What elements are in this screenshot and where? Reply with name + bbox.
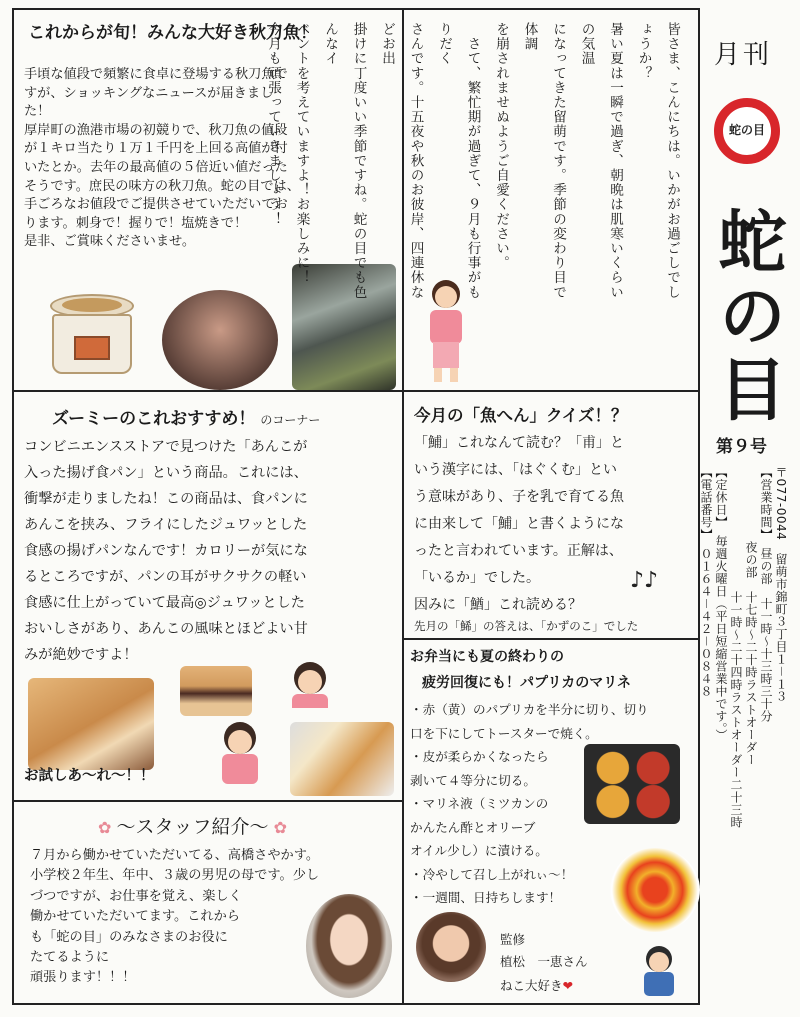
recommend-closing: お試しあ～れ～！！ bbox=[24, 768, 155, 784]
staff-line: づつですが、お仕事を覚え、楽しく bbox=[30, 888, 242, 904]
greeting-line: さんです。十五夜や秋のお彼岸、四連休などお出 bbox=[379, 22, 424, 300]
staff-section bbox=[12, 800, 404, 1005]
sanma-title: これからが旬！みんな大好き秋刀魚！ bbox=[28, 23, 317, 43]
greeting-line: ベントを考えていますよ！お楽しみに！ bbox=[293, 22, 310, 285]
shop-info bbox=[700, 460, 796, 1005]
staff-title: ～スタッフ紹介～ bbox=[116, 816, 269, 838]
recommend-line: みが絶妙ですよ！ bbox=[24, 647, 138, 663]
recommend-line: るところですが、パンの耳がサクサクの軽い bbox=[24, 569, 307, 585]
woman-smiling-illustration bbox=[288, 662, 332, 708]
quiz-section bbox=[402, 390, 700, 640]
recipe-line: ・皮が柔らかくなったら bbox=[410, 749, 549, 764]
man-illustration bbox=[640, 946, 678, 998]
monthly-label: 月刊 bbox=[714, 40, 773, 70]
quiz-line: 「いるか」でした。 bbox=[414, 570, 540, 586]
music-notes-icon: ♪♪ bbox=[630, 568, 659, 593]
recommend-title-suffix: のコーナー bbox=[260, 413, 321, 427]
anko-bread-photo-1 bbox=[28, 678, 154, 770]
greeting-line: さて、繁忙期が過ぎて、９月も行事がもりだく bbox=[436, 22, 481, 300]
sanma-line: 是非、ご賞味くださいませ。 bbox=[24, 234, 196, 250]
greeting-line: 皆さま、こんにちは。いかがお過ごしでしょうか？ bbox=[635, 22, 680, 300]
staff-line: 小学校２年生、年中、３歳の男児の母です。少し bbox=[30, 868, 320, 884]
masthead bbox=[700, 8, 796, 468]
recommend-line: 食感の揚げパンなんです！カロリーが気にな bbox=[24, 543, 308, 559]
paprika-marinade-photo bbox=[610, 848, 700, 932]
sanma-line: た！ bbox=[24, 104, 51, 120]
recipe-title-line1: お弁当にも夏の終わりの bbox=[410, 649, 564, 665]
recommend-line: あんこを挟み、フライにしたジュワッとした bbox=[24, 517, 308, 533]
quiz-line: に由来して「鯆」と書くようにな bbox=[414, 516, 624, 532]
recommend-line: 入った揚げ食パン」という商品。これには、 bbox=[24, 465, 308, 481]
recommend-line: おいしさがあり、あんこの風味とほどよい甘 bbox=[24, 621, 308, 637]
info-line: 【定休日】 毎週火曜日（平日短縮営業中です。） bbox=[714, 466, 728, 742]
greeting-line: になってきた留萌です。季節の変わり目で体調 bbox=[521, 22, 566, 300]
quiz-title: 今月の「魚へん」クイズ！？ bbox=[414, 406, 628, 425]
supervisor-name: 植松 一恵さん bbox=[500, 954, 588, 969]
recommend-title bbox=[52, 404, 320, 429]
quiz-line: 「鯆」これなんて読む？「甫」と bbox=[414, 435, 624, 451]
heart-icon: ❤ bbox=[562, 978, 573, 993]
recommend-section bbox=[12, 390, 404, 802]
quiz-line: 因みに「鰌」これ読める？ bbox=[414, 597, 582, 613]
shop-info-text bbox=[698, 466, 788, 986]
quiz-last-answer: 先月の「鯑」の答えは、「かずのこ」でした bbox=[414, 619, 639, 633]
sanma-line: すが、ショッキングなニュースが届きまし bbox=[24, 85, 274, 101]
greeting-line: 掛けに丁度いい季節ですね。蛇の目でも色んなイ bbox=[322, 22, 367, 300]
paprika-roasted-photo bbox=[584, 744, 680, 824]
supervisor-photo bbox=[416, 912, 486, 982]
anko-bread-photo-2 bbox=[180, 666, 252, 716]
recipe-title-line2: 疲労回復にも！パプリカのマリネ bbox=[422, 675, 632, 691]
recipe-line: 剥いて４等分に切る。 bbox=[410, 772, 536, 788]
recommend-line: 食感に仕上がっていて最高◎ジュワッとした bbox=[24, 595, 305, 611]
staff-line: たてるように bbox=[30, 950, 110, 966]
info-line: 十一時～二十四時ラストオーダー二十三時 bbox=[729, 466, 743, 829]
sanma-line: 厚岸町の漁港市場の初競りで、秋刀魚の値段 bbox=[24, 122, 288, 138]
info-line: 夜の部 十七時～二十時ラストオーダー bbox=[744, 466, 758, 766]
info-line: 【電話番号】 ０１６４－４２－０８４８ bbox=[699, 466, 713, 698]
logo-ring bbox=[714, 98, 780, 164]
supervisor-label: 監修 bbox=[500, 932, 526, 947]
recipe-line: ・赤（黄）のパプリカを半分に切り、切り bbox=[410, 702, 649, 717]
staff-line: 頑張ります！！！ bbox=[30, 970, 136, 986]
flower-right-icon: ✿ bbox=[273, 818, 288, 837]
staff-body bbox=[30, 846, 319, 989]
sanma-line: いたとか。去年の最高値の５倍近い値だった bbox=[24, 159, 288, 175]
supervisor-note bbox=[500, 976, 573, 994]
info-line: 【営業時間】 昼の部 十一時～十三時三十分 bbox=[759, 466, 773, 723]
recipe-line: ・一週間、日持ちします！ bbox=[410, 890, 562, 905]
sanma-line: 手頃な値段で頻繁に食卓に登場する秋刀魚で bbox=[24, 67, 288, 82]
grill-illustration bbox=[42, 288, 142, 380]
sanma-line: 手ごろなお値段でご提供させていただいてお bbox=[24, 197, 288, 213]
sanma-line: が１キロ当たり１万１千円を上回る高値が付 bbox=[24, 141, 288, 157]
staff-line: ７月から働かせていただいてる、高橋さやかす。 bbox=[30, 848, 320, 863]
flower-left-icon: ✿ bbox=[98, 818, 112, 837]
supervisor-note-text: ねこ大好き bbox=[500, 978, 563, 993]
recommend-line: コンビニエンスストアで見つけた「あんこが bbox=[24, 439, 308, 455]
staff-photo bbox=[306, 894, 392, 998]
quiz-line: ったと言われています。正解は、 bbox=[414, 543, 623, 559]
greeting-line: を崩されませぬようご自愛ください。 bbox=[493, 22, 509, 271]
greeting-text bbox=[259, 22, 687, 302]
issue-number: 第９号 bbox=[716, 437, 767, 457]
greeting-line: 今月も頑張っていきましょう！ bbox=[265, 22, 281, 227]
anko-bread-package-photo bbox=[290, 722, 394, 796]
info-line: 〒077-0044 留萌市錦町３丁目１－１３ bbox=[774, 466, 788, 703]
newsletter-name: 蛇の目 bbox=[707, 206, 786, 428]
staff-title-row bbox=[98, 812, 287, 839]
recommend-title-main: ズーミーのこれおすすめ！ bbox=[52, 409, 256, 429]
staff-line: も「蛇の目」のみなさまのお役に bbox=[30, 929, 228, 945]
staff-line: 働かせていただいてます。これから bbox=[30, 909, 240, 925]
logo-text: 蛇の目 bbox=[728, 123, 765, 137]
recipe-line: 口を下にしてトースターで焼く。 bbox=[410, 725, 598, 741]
sanma-line: ります。刺身で！握りで！塩焼きで！ bbox=[24, 215, 248, 231]
recipe-line: ・冷やして召し上がれぃ～！ bbox=[410, 866, 574, 882]
recipe-line: ・マリネ液（ミツカンの bbox=[410, 796, 549, 811]
recommend-line: 衝撃が走りましたね！この商品は、食パンに bbox=[24, 491, 308, 507]
recommend-body bbox=[24, 434, 308, 668]
quiz-body bbox=[414, 430, 624, 619]
sanma-line: そうです。庶民の味方の秋刀魚。蛇の目では、 bbox=[24, 178, 300, 194]
greeting-section bbox=[265, 8, 700, 392]
greeting-line: 暑い夏は一瞬で過ぎ、朝晩は肌寒いくらいの気温 bbox=[578, 22, 623, 300]
quiz-line: う意味があり、子を乳で育てる魚 bbox=[414, 489, 624, 505]
girl-illustration bbox=[420, 280, 472, 384]
quiz-line: いう漢字には、「はぐくむ」とい bbox=[414, 462, 617, 478]
recipe-line: オイル少し）に漬ける。 bbox=[410, 843, 548, 858]
recipe-section bbox=[402, 638, 700, 1005]
woman-excited-illustration bbox=[216, 722, 264, 786]
recipe-line: かんたん酢とオリーブ bbox=[410, 819, 536, 835]
sanma-hand-photo bbox=[162, 290, 278, 390]
